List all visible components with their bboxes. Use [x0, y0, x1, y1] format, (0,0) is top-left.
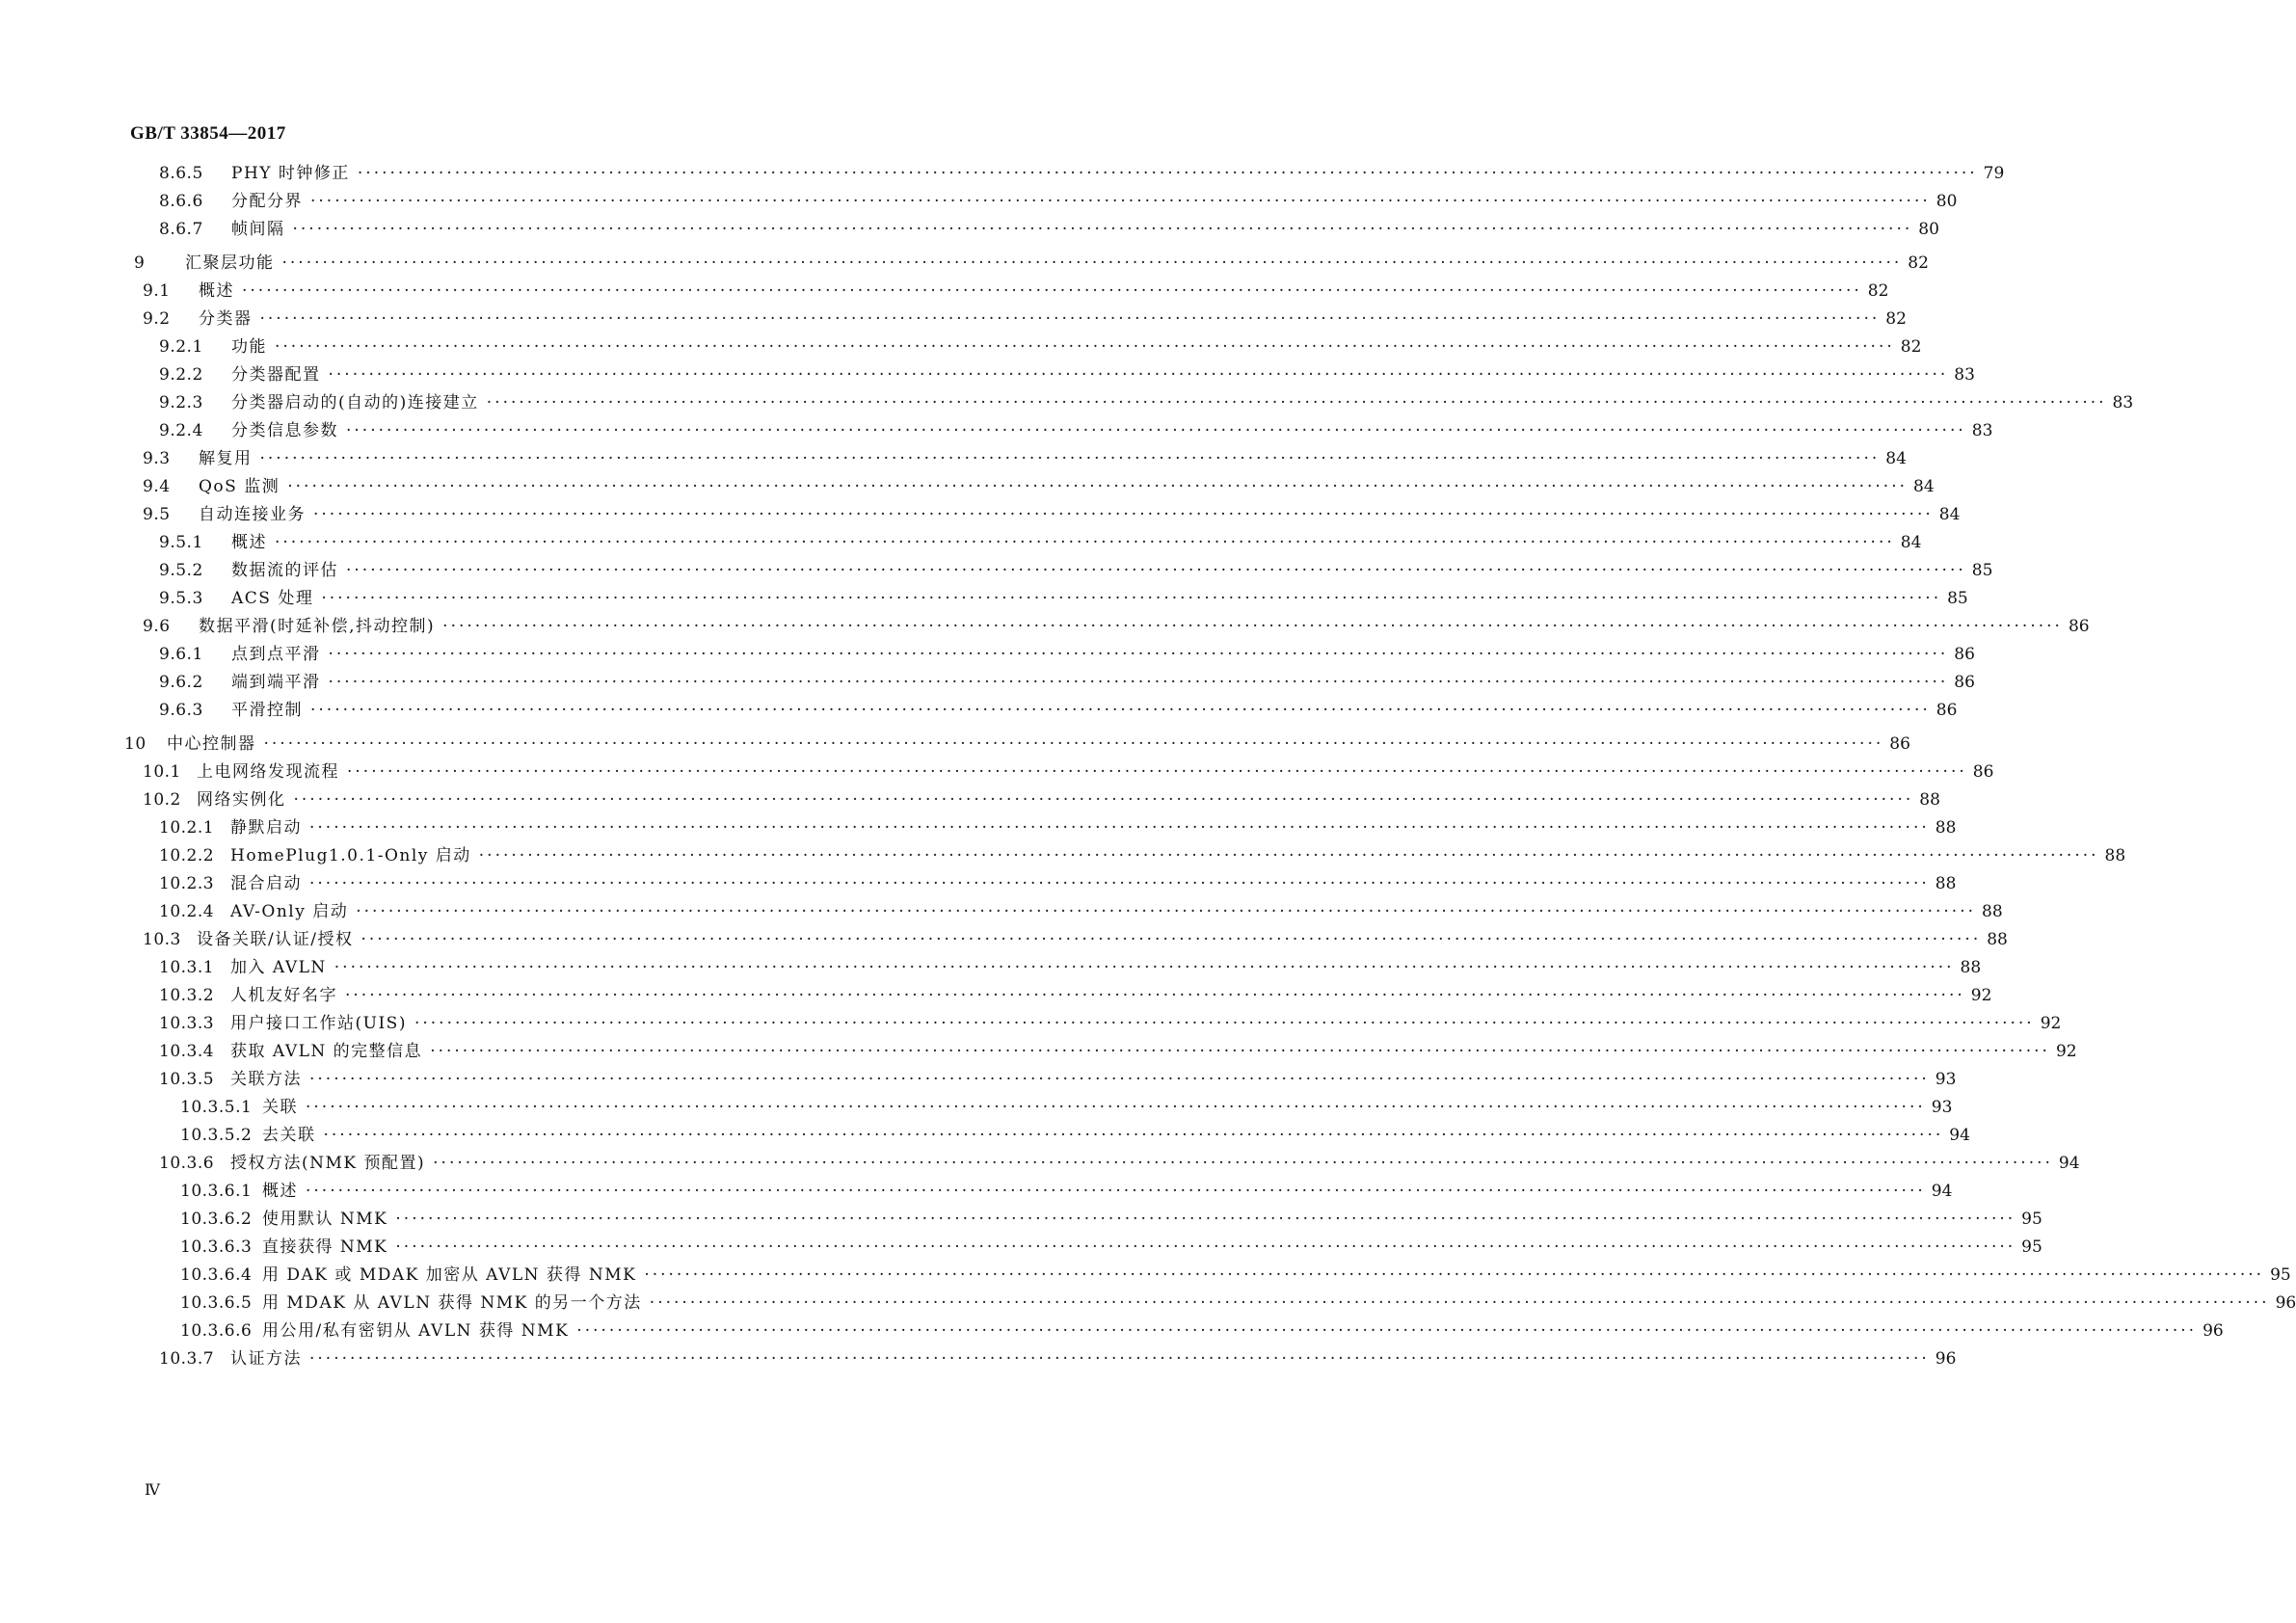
- toc-row[interactable]: [0, 1096, 1953, 1119]
- toc-section-number: 10.2.1: [159, 818, 215, 838]
- toc-page-number: 80: [1936, 192, 1958, 211]
- toc-section-number: 8.6.5: [159, 164, 203, 183]
- toc-leader-dots: ········································································································································································································: [345, 986, 1965, 1005]
- toc-page-number: 84: [1913, 477, 1935, 496]
- toc-page-number: 94: [1931, 1182, 1953, 1201]
- toc-leader-dots: ········································································································································································································: [486, 393, 2107, 412]
- page-number: Ⅳ: [145, 1480, 160, 1499]
- toc-row[interactable]: [0, 1012, 2062, 1035]
- toc-row[interactable]: [0, 1124, 1970, 1147]
- toc-leader-dots: ········································································································································································································: [576, 1321, 2198, 1341]
- toc-section-title: 人机友好名字: [230, 984, 345, 1007]
- toc-row[interactable]: [0, 816, 1957, 839]
- toc-section-title: 用 DAK 或 MDAK 加密从 AVLN 获得 NMK: [262, 1264, 644, 1287]
- toc-section-title: 静默启动: [230, 816, 309, 839]
- toc-leader-dots: ········································································································································································································: [360, 930, 1982, 949]
- toc-row[interactable]: [0, 363, 1975, 386]
- toc-row[interactable]: [0, 928, 2008, 951]
- toc-leader-dots: ········································································································································································································: [313, 505, 1934, 524]
- toc-leader-dots: ········································································································································································································: [275, 337, 1895, 357]
- toc-section-number: 10.3.6: [159, 1154, 215, 1173]
- toc-row[interactable]: [0, 1152, 2080, 1175]
- toc-row[interactable]: [0, 1236, 2042, 1259]
- toc-section-title: 关联: [262, 1096, 306, 1119]
- toc-section-title: 汇聚层功能: [185, 252, 282, 275]
- toc-page-number: 93: [1931, 1098, 1953, 1117]
- toc-page-number: 88: [1919, 790, 1940, 810]
- toc-row[interactable]: [0, 587, 1968, 610]
- toc-page-number: 94: [1949, 1126, 1970, 1145]
- toc-page-number: 92: [2040, 1014, 2062, 1033]
- toc-leader-dots: ········································································································································································································: [346, 561, 1966, 580]
- toc-row[interactable]: [0, 307, 1907, 331]
- toc-leader-dots: ········································································································································································································: [328, 365, 1949, 385]
- toc-page-number: 82: [1867, 281, 1889, 301]
- toc-leader-dots: ········································································································································································································: [321, 589, 1942, 608]
- toc-leader-dots: ········································································································································································································: [309, 818, 1930, 838]
- toc-section-title: AV-Only 启动: [230, 900, 356, 923]
- toc-leader-dots: ········································································································································································································: [309, 874, 1930, 893]
- toc-section-number: 10.2.4: [159, 902, 215, 921]
- toc-row[interactable]: [0, 475, 1935, 498]
- toc-section-title: 用 MDAK 从 AVLN 获得 NMK 的另一个方法: [262, 1291, 650, 1315]
- toc-row[interactable]: [0, 1347, 1957, 1370]
- toc-leader-dots: ········································································································································································································: [310, 192, 1931, 211]
- toc-section-number: 9.2.4: [159, 421, 203, 440]
- toc-section-title: QoS 监测: [199, 475, 287, 498]
- toc-section-number: 10.3: [143, 930, 181, 949]
- toc-section-title: 帧间隔: [231, 218, 293, 241]
- toc-section-title: 中心控制器: [167, 732, 264, 756]
- toc-section-number: 8.6.7: [159, 220, 203, 239]
- toc-section-number: 10.3.4: [159, 1042, 215, 1061]
- toc-row[interactable]: [0, 218, 1939, 241]
- toc-page-number: 96: [2203, 1321, 2224, 1341]
- toc-section-title: 概述: [231, 531, 275, 554]
- toc-section-title: 解复用: [199, 447, 260, 470]
- toc-section-number: 10.2.2: [159, 846, 215, 865]
- toc-page-number: 85: [1947, 589, 1968, 608]
- toc-page-number: 88: [1935, 874, 1957, 893]
- toc-leader-dots: ········································································································································································································: [309, 1349, 1930, 1369]
- toc-leader-dots: ········································································································································································································: [478, 846, 2099, 865]
- toc-page-number: 79: [1983, 164, 2005, 183]
- toc-row[interactable]: [0, 1208, 2042, 1231]
- toc-section-title: 分类信息参数: [231, 419, 346, 442]
- toc-section-title: 获取 AVLN 的完整信息: [230, 1040, 430, 1063]
- toc-leader-dots: ········································································································································································································: [287, 477, 1908, 496]
- toc-page-number: 86: [1889, 734, 1910, 754]
- toc-page-number: 84: [1938, 505, 1961, 524]
- toc-page-number: 86: [2068, 617, 2090, 636]
- toc-section-number: 10.3.5: [159, 1070, 215, 1089]
- toc-section-number: 10.2.3: [159, 874, 215, 893]
- toc-section-number: 9.3: [143, 449, 171, 468]
- toc-leader-dots: ········································································································································································································: [334, 958, 1955, 977]
- toc-section-number: 10.3.6.5: [180, 1293, 253, 1313]
- toc-row[interactable]: [0, 1040, 2077, 1063]
- toc-page-number: 86: [1936, 701, 1958, 720]
- toc-section-title: 网络实例化: [197, 788, 294, 812]
- toc-leader-dots: ········································································································································································································: [346, 421, 1966, 440]
- toc-section-title: 去关联: [262, 1124, 324, 1147]
- toc-leader-dots: ········································································································································································································: [281, 253, 1903, 273]
- toc-leader-dots: ········································································································································································································: [259, 309, 1881, 329]
- toc-leader-dots: ········································································································································································································: [242, 281, 1862, 301]
- toc-section-title: 数据平滑(时延补偿,抖动控制): [199, 615, 442, 638]
- toc-section-title: 使用默认 NMK: [262, 1208, 395, 1231]
- toc-page-number: 85: [1971, 561, 1993, 580]
- toc-page-number: 94: [2058, 1154, 2080, 1173]
- toc-section-number: 9.1: [143, 281, 171, 301]
- toc-section-number: 10.3.6.1: [180, 1182, 253, 1201]
- toc-page-number: 82: [1908, 253, 1929, 273]
- toc-row[interactable]: [0, 1264, 2291, 1287]
- toc-row[interactable]: [0, 844, 2126, 867]
- toc-page-number: 96: [2275, 1293, 2296, 1313]
- toc-leader-dots: ········································································································································································································: [310, 701, 1931, 720]
- toc-page-number: 95: [2021, 1237, 2042, 1257]
- toc-page-number: 82: [1885, 309, 1907, 329]
- toc-page-number: 83: [1971, 421, 1993, 440]
- toc-section-number: 10.3.7: [159, 1349, 215, 1369]
- toc-page-number: 96: [1935, 1349, 1957, 1369]
- toc-row[interactable]: [0, 335, 1922, 359]
- toc-leader-dots: ········································································································································································································: [263, 734, 1884, 754]
- toc-page-number: 86: [1972, 762, 1994, 782]
- toc-leader-dots: ········································································································································································································: [275, 533, 1895, 552]
- toc-leader-dots: ········································································································································································································: [433, 1154, 2053, 1173]
- toc-row[interactable]: [0, 643, 1975, 666]
- toc-leader-dots: ········································································································································································································: [292, 220, 1913, 239]
- toc-section-number: 9.5.2: [159, 561, 203, 580]
- toc-section-number: 10.3.2: [159, 986, 215, 1005]
- toc-section-number: 9.5.3: [159, 589, 203, 608]
- toc-page-number: 86: [1954, 645, 1975, 664]
- toc-section-number: 9.6.2: [159, 673, 203, 692]
- toc-row[interactable]: [0, 760, 1994, 784]
- toc-row[interactable]: [0, 419, 1993, 442]
- standard-id: GB/T 33854—2017: [130, 123, 286, 144]
- toc-leader-dots: ········································································································································································································: [347, 762, 1967, 782]
- toc-section-title: 平滑控制: [231, 699, 310, 722]
- toc-section-number: 9.2.3: [159, 393, 203, 412]
- toc-page-number: 88: [2104, 846, 2126, 865]
- toc-page-number: 93: [1935, 1070, 1957, 1089]
- toc-section-number: 10.3.5.2: [180, 1126, 253, 1145]
- toc-section-number: 10.3.3: [159, 1014, 215, 1033]
- toc-page-number: 88: [1960, 958, 1982, 977]
- toc-leader-dots: ········································································································································································································: [328, 645, 1949, 664]
- toc-leader-dots: ········································································································································································································: [442, 617, 2063, 636]
- toc-section-title: 授权方法(NMK 预配置): [230, 1152, 433, 1175]
- toc-page-number: 88: [1982, 902, 2003, 921]
- toc-leader-dots: ········································································································································································································: [357, 164, 1978, 183]
- toc-row[interactable]: [0, 732, 1910, 756]
- toc-section-title: 功能: [231, 335, 275, 359]
- toc-section-title: 设备关联/认证/授权: [197, 928, 360, 951]
- toc-row[interactable]: [0, 1319, 2224, 1343]
- toc-section-title: PHY 时钟修正: [231, 162, 358, 185]
- toc-leader-dots: ········································································································································································································: [306, 1182, 1926, 1201]
- toc-leader-dots: ········································································································································································································: [414, 1014, 2035, 1033]
- toc-section-number: 10.3.6.2: [180, 1210, 253, 1229]
- toc-section-title: 分配分界: [231, 190, 310, 213]
- toc-page-number: 80: [1918, 220, 1939, 239]
- toc-section-number: 10.1: [143, 762, 181, 782]
- toc-section-number: 10.3.1: [159, 958, 215, 977]
- toc-section-title: 分类器启动的(自动的)连接建立: [231, 391, 487, 414]
- toc-section-title: 混合启动: [230, 872, 309, 895]
- toc-section-number: 9.6: [143, 617, 171, 636]
- toc-row[interactable]: [0, 1180, 1953, 1203]
- toc-section-number: 10: [124, 734, 147, 754]
- toc-section-title: 直接获得 NMK: [262, 1236, 395, 1259]
- toc-page-number: 84: [1885, 449, 1907, 468]
- toc-row[interactable]: [0, 162, 2005, 185]
- toc-page-number: 84: [1900, 533, 1922, 552]
- toc-row[interactable]: [0, 391, 2134, 414]
- toc-leader-dots: ········································································································································································································: [644, 1265, 2265, 1285]
- toc-section-number: 10.3.6.4: [180, 1265, 253, 1285]
- toc-section-number: 9.6.1: [159, 645, 203, 664]
- toc-section-title: 加入 AVLN: [230, 956, 334, 979]
- toc-leader-dots: ········································································································································································································: [395, 1210, 2016, 1229]
- toc-leader-dots: ········································································································································································································: [306, 1098, 1926, 1117]
- toc-section-title: 认证方法: [230, 1347, 309, 1370]
- toc-page-number: 82: [1900, 337, 1922, 357]
- toc-section-title: ACS 处理: [231, 587, 321, 610]
- toc-row[interactable]: [0, 699, 1958, 722]
- toc-leader-dots: ········································································································································································································: [293, 790, 1914, 810]
- toc-row[interactable]: [0, 447, 1907, 470]
- toc-section-number: 9.4: [143, 477, 171, 496]
- toc-page-number: 83: [2112, 393, 2134, 412]
- toc-section-number: 9.6.3: [159, 701, 203, 720]
- toc-row[interactable]: [0, 615, 2090, 638]
- toc-row[interactable]: [0, 531, 1922, 554]
- toc-section-title: 关联方法: [230, 1068, 309, 1091]
- toc-section-title: 数据流的评估: [231, 559, 346, 582]
- toc-section-number: 9.5: [143, 505, 171, 524]
- toc-section-title: 点到点平滑: [231, 643, 329, 666]
- toc-row[interactable]: [0, 984, 1992, 1007]
- toc-section-number: 10.3.6.3: [180, 1237, 253, 1257]
- toc-section-title: 上电网络发现流程: [197, 760, 347, 784]
- toc-row[interactable]: [0, 671, 1975, 694]
- toc-page-number: 88: [1935, 818, 1957, 838]
- toc-page-number: 92: [1970, 986, 1992, 1005]
- toc-section-title: 用户接口工作站(UIS): [230, 1012, 414, 1035]
- toc-section-number: 10.3.5.1: [180, 1098, 253, 1117]
- toc-page-number: 95: [2021, 1210, 2042, 1229]
- toc-section-title: 分类器配置: [231, 363, 329, 386]
- toc-section-title: 分类器: [199, 307, 260, 331]
- toc-row[interactable]: [0, 252, 1929, 275]
- toc-section-title: HomePlug1.0.1-Only 启动: [230, 844, 479, 867]
- toc-section-number: 9.5.1: [159, 533, 203, 552]
- toc-section-title: 自动连接业务: [199, 503, 313, 526]
- toc-leader-dots: ········································································································································································································: [430, 1042, 2050, 1061]
- toc-page-number: 83: [1954, 365, 1975, 385]
- toc-row[interactable]: [0, 900, 2003, 923]
- toc-row[interactable]: [0, 190, 1958, 213]
- toc-row[interactable]: [0, 788, 1940, 812]
- toc-section-number: 9.2.1: [159, 337, 203, 357]
- toc-page-number: 92: [2055, 1042, 2077, 1061]
- toc-row[interactable]: [0, 279, 1889, 303]
- toc-section-title: 用公用/私有密钥从 AVLN 获得 NMK: [262, 1319, 576, 1343]
- toc-page-number: 95: [2270, 1265, 2291, 1285]
- toc-leader-dots: ········································································································································································································: [395, 1237, 2016, 1257]
- toc-row[interactable]: [0, 1291, 2296, 1315]
- toc-section-number: 8.6.6: [159, 192, 203, 211]
- toc-section-number: 10.3.6.6: [180, 1321, 253, 1341]
- toc-leader-dots: ········································································································································································································: [356, 902, 1976, 921]
- toc-row[interactable]: [0, 872, 1957, 895]
- toc-leader-dots: ········································································································································································································: [328, 673, 1949, 692]
- toc-leader-dots: ········································································································································································································: [309, 1070, 1930, 1089]
- toc-section-title: 端到端平滑: [231, 671, 329, 694]
- toc-section-number: 10.2: [143, 790, 181, 810]
- toc-row[interactable]: [0, 559, 1993, 582]
- toc-leader-dots: ········································································································································································································: [649, 1293, 2270, 1313]
- toc-section-number: 9.2: [143, 309, 171, 329]
- toc-section-number: 9.2.2: [159, 365, 203, 385]
- toc-leader-dots: ········································································································································································································: [259, 449, 1881, 468]
- toc-row[interactable]: [0, 1068, 1957, 1091]
- toc-page-number: 86: [1954, 673, 1975, 692]
- toc-section-title: 概述: [199, 279, 242, 303]
- toc-row[interactable]: [0, 956, 1982, 979]
- toc-leader-dots: ········································································································································································································: [323, 1126, 1944, 1145]
- toc-section-number: 9: [134, 253, 146, 273]
- toc-page-number: 88: [1987, 930, 2008, 949]
- toc-row[interactable]: [0, 503, 1961, 526]
- toc-section-title: 概述: [262, 1180, 306, 1203]
